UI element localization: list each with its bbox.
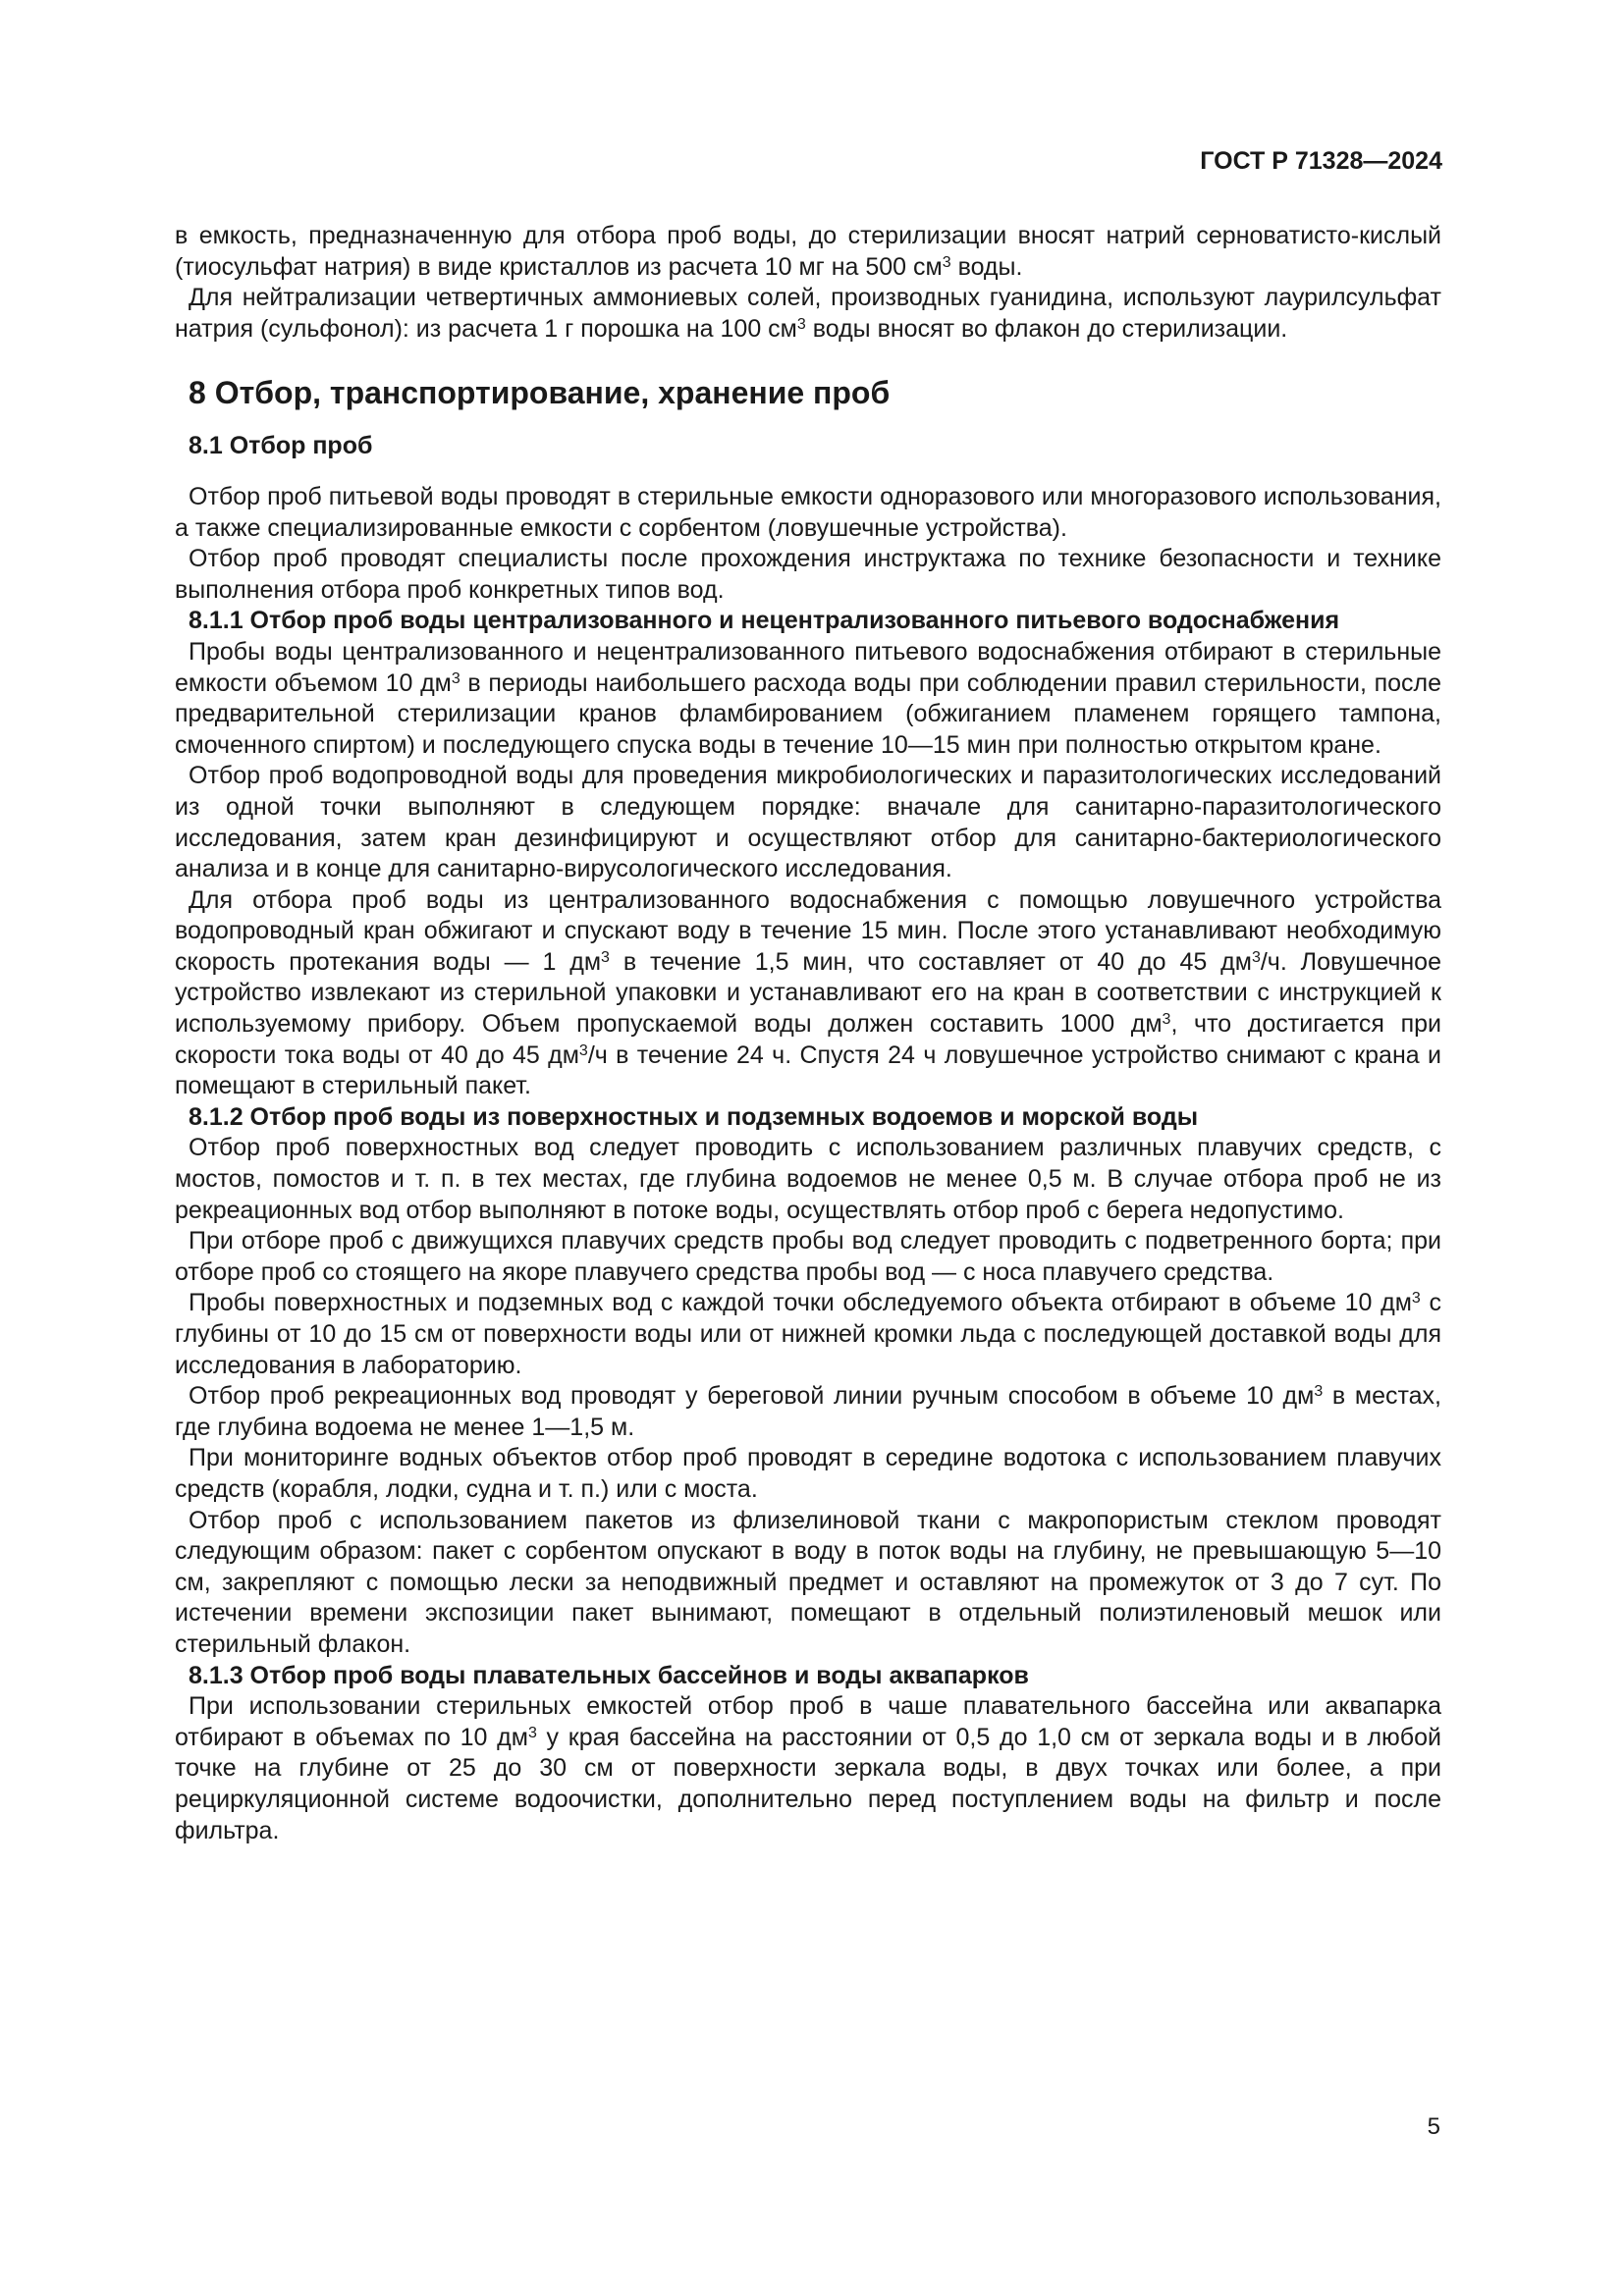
page-number: 5	[1427, 2113, 1440, 2140]
subsection-heading: 8.1 Отбор проб	[189, 432, 373, 460]
clause-heading: 8.1.1 Отбор проб воды централизованного и нецентрализованного питьевого водоснабжения	[189, 607, 1340, 635]
paragraph: Пробы поверхностных и подземных вод с каждой точки обследуемого объекта отбирают в объеме 10 $дм^3$ с глубины от 10 до 15 см от поверхности воды или от нижней кромки льда с последующей доставкой воды для исследования в лабораторию.	[175, 1289, 1441, 1379]
paragraph: Отбор проб проводят специалисты после прохождения инструктажа по технике безопасности и технике выполнения отбора проб конкретных типов вод.	[175, 545, 1441, 604]
paragraph: При мониторинге водных объектов отбор проб проводят в середине водотока с использованием плавучих средств (корабля, лодки, судна и т. п.) или с моста.	[175, 1444, 1441, 1503]
clause-heading: 8.1.3 Отбор проб воды плавательных бассейнов и воды аквапарков	[189, 1661, 1029, 1689]
section-heading: 8 Отбор, транспортирование, хранение проб	[189, 375, 891, 411]
paragraph: Отбор проб рекреационных вод проводят у береговой линии ручным способом в объеме 10 $дм^3$ в местах, где глубина водоема не менее 1—1,5 м.	[175, 1382, 1441, 1441]
paragraph: Для нейтрализации четвертичных аммониевых солей, производных гуанидина, используют лаурилсульфат натрия (сульфонол): из расчета 1 г порошка на 100 $см^3$ воды вносят во флакон до стерилизации.	[175, 284, 1441, 343]
paragraph: Отбор проб поверхностных вод следует проводить с использованием различных плавучих средств, с мостов, помостов и т. п. в тех местах, где глубина водоемов не менее 0,5 м. В случае отбора проб не из рекреационных вод отбор выполняют в потоке воды, осуществлять отбор проб с берега недопустимо.	[175, 1134, 1441, 1224]
paragraph: При отборе проб с движущихся плавучих средств пробы вод следует проводить с подветренного борта; при отборе проб со стоящего на якоре плавучего средства пробы вод — с носа плавучего средства.	[175, 1227, 1441, 1286]
clause-heading: 8.1.2 Отбор проб воды из поверхностных и подземных водоемов и морской воды	[189, 1102, 1199, 1131]
paragraph: Отбор проб водопроводной воды для проведения микробиологических и паразитологических исследований из одной точки выполняют в следующем порядке: вначале для санитарно-паразитологического исследования, затем кран дезинфицируют и осуществляют отбор для санитарно-бактериологического анализа и в конце для санитарно-вирусологического исследования.	[175, 762, 1441, 883]
paragraph: Отбор проб с использованием пакетов из флизелиновой ткани с макропористым стеклом проводят следующим образом: пакет с сорбентом опускают в воду в поток воды на глубину, не превышающую 5—10 см, закрепляют с помощью лески за неподвижный предмет и оставляют на промежуток от 3 до 7 сут. По истечении времени экспозиции пакет вынимают, помещают в отдельный полиэтиленовый мешок или стерильный флакон.	[175, 1506, 1441, 1658]
paragraph: в емкость, предназначенную для отбора проб воды, до стерилизации вносят натрий серноватисто-кислый (тиосульфат натрия) в виде кристаллов из расчета 10 мг на 500 $см^3$ воды.	[175, 222, 1441, 281]
paragraph: Пробы воды централизованного и нецентрализованного питьевого водоснабжения отбирают в стерильные емкости объемом 10 $дм^3$ в периоды наибольшего расхода воды при соблюдении правил стерильности, после предварительной стерилизации кранов фламбированием (обжиганием пламенем горящего тампона, смоченного спиртом) и последующего спуска воды в течение 10—15 мин при полностью открытом кране.	[175, 637, 1441, 759]
paragraph: При использовании стерильных емкостей отбор проб в чаше плавательного бассейна или аквапарка отбирают в объемах по 10 $дм^3$ у края бассейна на расстоянии от 0,5 до 1,0 см от зеркала воды и в любой точке на глубине от 25 до 30 см от поверхности зеркала воды, в двух точках или более, а при рециркуляционной системе водоочистки, дополнительно перед поступлением воды на фильтр и после фильтра.	[175, 1692, 1441, 1844]
document-code-header: ГОСТ Р 71328—2024	[1200, 147, 1442, 175]
paragraph: Для отбора проб воды из централизованного водоснабжения с помощью ловушечного устройства водопроводный кран обжигают и спускают воду в течение 15 мин. После этого устанавливают необходимую скорость протекания воды — 1 $дм^3$ в течение 1,5 мин, что составляет от 40 до 45 $дм^3/ч$. Ловушечное устройство извлекают из стерильной упаковки и устанавливают его на кран в соответствии с инструкцией к используемому прибору. Объем пропускаемой воды должен составить 1000 $дм^3$, что достигается при скорости тока воды от 40 до 45 $дм^3/ч$ в течение 24 ч. Спустя 24 ч ловушечное устройство снимают с крана и помещают в стерильный пакет.	[175, 885, 1441, 1100]
paragraph: Отбор проб питьевой воды проводят в стерильные емкости одноразового или многоразового использования, а также специализированные емкости с сорбентом (ловушечные устройства).	[175, 482, 1441, 542]
document-body	[175, 221, 1441, 1846]
